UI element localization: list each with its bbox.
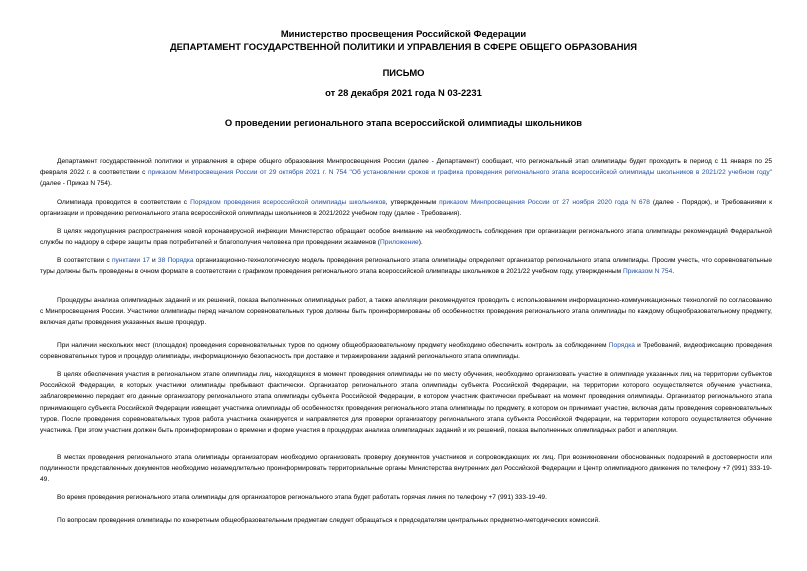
document-type: ПИСЬМО: [382, 67, 425, 78]
department-name: ДЕПАРТАМЕНТ ГОСУДАРСТВЕННОЙ ПОЛИТИКИ И УПРАВЛЕНИЯ В СФЕРЕ ОБЩЕГО ОБРАЗОВАНИЯ: [169, 41, 638, 52]
paragraph-7: В целях обеспечения участия в региональном этапе олимпиады лиц, находящихся в момент проведения олимпиады не по месту обучения, необходимо организовать участие в олимпиаде указанных лиц на территории субъектов Российской Федерации, в которых участники олимпиады пребывают фактически. Организатор регионального этапа олимпиады субъекта Российской Федерации, на территории которого осуществляется обучение участника, заблаговременно передает его данные организатору регионального этапа олимпиады субъекта Российской Федерации, в котором участник фактически пребывает на момент проведения олимпиады. Организатор регионального этапа принимающего субъекта Российской Федерации извещает участника олимпиады об особенностях проведения регионального этапа олимпиады по предмету, в котором он принимает участие, включая даты проведения соревновательных туров. После проведения соревновательных туров работа участника сканируется и направляется для проверки организатору регионального этапа субъекта Российской Федерации, на территории которого осуществляется обучение участника. При этом участник должен быть проинформирован о времени и форме участия в процедурах анализа олимпиадных заданий и их решений, показа выполненных олимпиадных работ и апелляции.: [40, 371, 772, 435]
link-olympiad-procedure[interactable]: Порядком проведения всероссийской олимпиады школьников: [190, 199, 386, 206]
link-order-754[interactable]: приказом Минпросвещения России от 29 октября 2021 г. N 754: [147, 169, 347, 177]
paragraph-1: Департамент государственной политики и управления в сфере общего образования Минпросвещения России (далее - Департамент) сообщает, что региональный этап олимпиады будет проходить в период с 11 января по 25 февраля 2022 г. в соответствии с приказом Минпросвещения России от 29 октября 2021 г. N 754 "Об установлении сроков и графика проведения регионального этапа всероссийской олимпиады школьников в 2021/22 учебном году" (далее - Приказ N 754).: [40, 158, 773, 188]
link-item-38[interactable]: 38 Порядка: [157, 257, 194, 264]
link-appendix[interactable]: Приложение: [380, 239, 419, 247]
link-order-678[interactable]: приказом Минпросвещения России от 27 ноября 2020 года N 678: [439, 199, 650, 206]
link-procedure[interactable]: Порядка: [608, 342, 635, 349]
link-order-754-title[interactable]: "Об установлении сроков и графика проведения регионального этапа всероссийской олимпиады школьников в 2021/22 учебном году": [349, 169, 773, 177]
paragraph-8: В местах проведения регионального этапа олимпиады организаторам необходимо организовать проверку документов участников и сопровождающих их лиц. При возникновении обоснованных подозрений в достоверности или подлинности представленных документов необходимо незамедлительно проинформировать территориальные органы Министерства внутренних дел Российской Федерации и Центр олимпиадного движения по телефону +7 (991) 333-19-49.: [40, 454, 772, 484]
link-item-17[interactable]: пунктами 17: [111, 257, 150, 264]
paragraph-2: Олимпиада проводится в соответствии с Порядком проведения всероссийской олимпиады школьников, утвержденным приказом Минпросвещения России от 27 ноября 2020 года N 678 (далее - Порядок), и Требованиями к организации и проведению регионального этапа всероссийской олимпиады школьников в 2021/2022 учебном году (далее - Требования).: [40, 199, 773, 218]
paragraph-4: В соответствии с пунктами 17 и 38 Порядка организационно-технологическую модель проведения регионального этапа олимпиады определяет организатор регионального этапа олимпиады. Просим учесть, что соревновательные туры должны быть проведены в очном формате в соответствии с графиком проведения регионального этапа всероссийской олимпиады школьников в 2021/22 учебном году, утвержденным Приказом N 754.: [40, 257, 773, 276]
paragraph-5: Процедуры анализа олимпиадных заданий и их решений, показа выполненных олимпиадных работ, а также апелляции рекомендуется проводить с использованием информационно-коммуникационных технологий по согласованию с Минпросвещения России. Участники олимпиады перед началом соревновательных туров должны быть проинформированы об особенностях проведения регионального этапа олимпиады по каждому общеобразовательному предмету, включая даты проведения указанных выше процедур.: [40, 297, 772, 327]
document-date-number: от 28 декабря 2021 года N 03-2231: [325, 87, 482, 98]
paragraph-10: По вопросам проведения олимпиады по конкретным общеобразовательным предметам следует обращаться к председателям центральных предметно-методических комиссий.: [57, 517, 601, 524]
link-order-754-short[interactable]: Приказом N 754: [622, 268, 673, 276]
paragraph-6: При наличии нескольких мест (площадок) проведения соревновательных туров по одному общеобразовательному предмету необходимо обеспечить контроль за соблюдением Порядка и Требований, видеофиксацию проведения соревновательных туров и процедур олимпиады, информационную безопасность при доставке и тиражировании заданий регионального этапа олимпиады.: [40, 342, 772, 361]
paragraph-9: Во время проведения регионального этапа олимпиады для организаторов регионального этапа будет работать горячая линия по телефону +7 (991) 333-19-49.: [57, 494, 547, 501]
document-subject: О проведении регионального этапа всероссийской олимпиады школьников: [224, 117, 583, 128]
paragraph-3: В целях недопущения распространения новой коронавирусной инфекции Министерство обращает особое внимание на необходимость соблюдения при организации регионального этапа олимпиады рекомендаций Федеральной службы по надзору в сфере защиты прав потребителей и благополучия человека при проведении экзаменов (Приложение).: [40, 228, 772, 247]
ministry-name: Министерство просвещения Российской Федерации: [280, 28, 527, 39]
